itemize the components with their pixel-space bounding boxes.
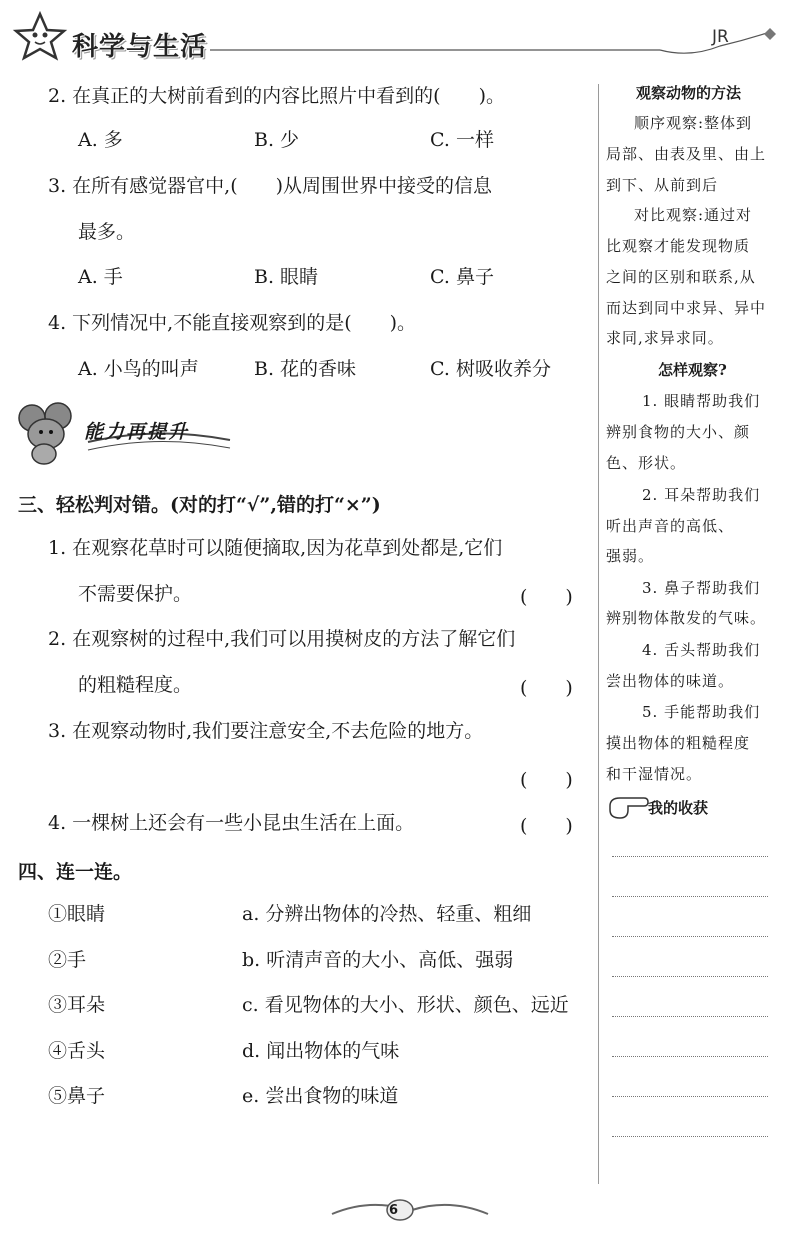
sidebar-text: 顺序观察:整体到 <box>634 114 753 132</box>
sidebar-text: 5. 手能帮助我们 <box>642 703 761 721</box>
match-right-item[interactable]: a. 分辨出物体的冷热、轻重、粗细 <box>242 903 532 925</box>
writing-line[interactable] <box>612 1136 768 1137</box>
sidebar-text: 辨别食物的大小、颜 <box>606 423 751 441</box>
sidebar-text: 比观察才能发现物质 <box>606 237 751 255</box>
sidebar-text: 之间的区别和联系,从 <box>606 268 756 286</box>
option-c: C. 鼻子 <box>430 266 494 288</box>
option-a: A. 手 <box>78 266 123 288</box>
judge-item-1-line2: 不需要保护。 <box>78 583 193 605</box>
sidebar-title-2: 怎样观察? <box>658 361 727 379</box>
header-title: 科学与生活 <box>72 32 208 62</box>
footer-ornament <box>330 1196 490 1226</box>
match-left-item[interactable]: ①眼睛 <box>48 903 106 925</box>
option-b: B. 眼睛 <box>254 266 319 288</box>
writing-line[interactable] <box>612 1096 768 1097</box>
writing-line[interactable] <box>612 936 768 937</box>
header-code: JR <box>712 27 729 47</box>
match-left-item[interactable]: ⑤鼻子 <box>48 1085 106 1107</box>
match-right-item[interactable]: e. 尝出食物的味道 <box>242 1085 399 1107</box>
judge-item-3-line1: 3. 在观察动物时,我们要注意安全,不去危险的地方。 <box>48 720 484 742</box>
answer-paren[interactable]: ( ) <box>520 677 573 699</box>
judge-item-2-line2: 的粗糙程度。 <box>78 674 193 696</box>
sidebar-text: 对比观察:通过对 <box>634 206 753 224</box>
sidebar-text: 3. 鼻子帮助我们 <box>642 579 761 597</box>
page-number: 6 <box>389 1203 399 1218</box>
sidebar-text: 到下、从前到后 <box>606 176 719 194</box>
judge-item-4-line1: 4. 一棵树上还会有一些小昆虫生活在上面。 <box>48 812 415 834</box>
sidebar-text: 辨别物体散发的气味。 <box>606 609 767 627</box>
sidebar-title-1: 观察动物的方法 <box>636 84 742 102</box>
sidebar-text: 2. 耳朵帮助我们 <box>642 486 761 504</box>
judge-item-1-line1: 1. 在观察花草时可以随便摘取,因为花草到处都是,它们 <box>48 537 503 559</box>
answer-paren[interactable]: ( ) <box>520 586 573 608</box>
option-c: C. 一样 <box>430 129 494 151</box>
writing-line[interactable] <box>612 976 768 977</box>
sidebar-text: 4. 舌头帮助我们 <box>642 641 761 659</box>
match-right-item[interactable]: c. 看见物体的大小、形状、颜色、远近 <box>242 994 569 1016</box>
option-a: A. 小鸟的叫声 <box>78 358 199 380</box>
option-c: C. 树吸收养分 <box>430 358 551 380</box>
section-4-title: 四、连一连。 <box>18 861 133 883</box>
banner-text: 能力再提升 <box>84 421 190 443</box>
harvest-title: 我的收获 <box>648 799 709 817</box>
sidebar-text: 求同,求异求同。 <box>606 329 724 347</box>
option-b: B. 少 <box>254 129 300 151</box>
sidebar-text: 听出声音的高低、 <box>606 517 735 535</box>
writing-line[interactable] <box>612 1056 768 1057</box>
judge-item-2-line1: 2. 在观察树的过程中,我们可以用摸树皮的方法了解它们 <box>48 628 516 650</box>
section-3-title: 三、轻松判对错。(对的打“√”,错的打“×”) <box>18 494 381 516</box>
sidebar-text: 摸出物体的粗糙程度 <box>606 734 751 752</box>
option-b: B. 花的香味 <box>254 358 357 380</box>
writing-line[interactable] <box>612 896 768 897</box>
match-right-item[interactable]: d. 闻出物体的气味 <box>242 1040 400 1062</box>
sidebar-text: 1. 眼睛帮助我们 <box>642 392 761 410</box>
sidebar-text: 色、形状。 <box>606 454 687 472</box>
match-left-item[interactable]: ④舌头 <box>48 1040 106 1062</box>
sidebar-text: 和干湿情况。 <box>606 765 703 783</box>
sidebar-text: 而达到同中求异、异中 <box>606 299 767 317</box>
writing-line[interactable] <box>612 856 768 857</box>
sidebar-text: 尝出物体的味道。 <box>606 672 735 690</box>
question-2-stem: 2. 在真正的大树前看到的内容比照片中看到的( )。 <box>48 85 505 107</box>
sidebar-text: 局部、由表及里、由上 <box>606 145 767 163</box>
question-3-stem: 3. 在所有感觉器官中,( )从周围世界中接受的信息 <box>48 175 493 197</box>
pointing-hand-icon <box>606 792 650 822</box>
answer-paren[interactable]: ( ) <box>520 769 573 791</box>
answer-paren[interactable]: ( ) <box>520 815 573 837</box>
match-left-item[interactable]: ③耳朵 <box>48 994 106 1016</box>
option-a: A. 多 <box>78 129 123 151</box>
sidebar-text: 强弱。 <box>606 547 655 565</box>
question-4-stem: 4. 下列情况中,不能直接观察到的是( )。 <box>48 312 417 334</box>
match-right-item[interactable]: b. 听清声音的大小、高低、强弱 <box>242 949 514 971</box>
match-left-item[interactable]: ②手 <box>48 949 87 971</box>
question-3-stem-cont: 最多。 <box>78 221 136 243</box>
writing-line[interactable] <box>612 1016 768 1017</box>
